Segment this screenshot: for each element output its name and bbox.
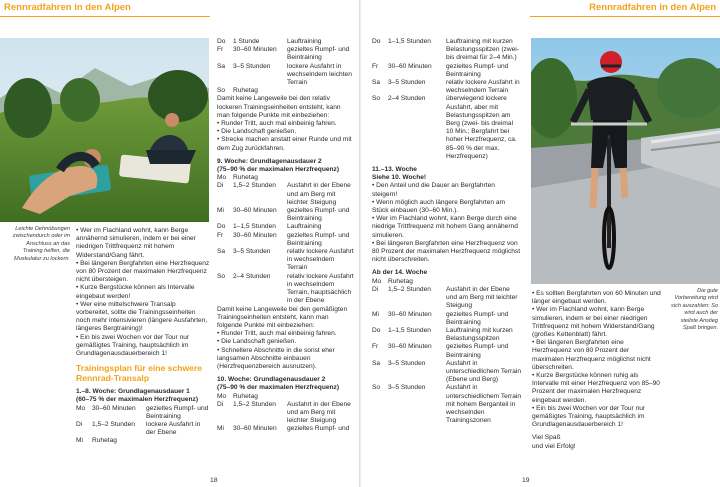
right-col-2 — [532, 290, 662, 451]
week-title: 1.–8. Woche: Grundlagenausdauer 1 — [76, 388, 190, 396]
week-subtitle: (60–75 % der maximalen Herzfrequenz) — [76, 396, 199, 404]
time: 30–60 Minuten — [388, 62, 432, 70]
time: Ruhetag — [233, 392, 258, 400]
desc: Ausfahrt in der Ebene und am Berg mit leichter Steigung — [446, 285, 518, 310]
photo-caption-left: Leichte Dehnübungen zwischendurch oder im Anschluss an das Training helfen, die Muskulatur zu lockern. — [12, 226, 70, 262]
right-page — [360, 0, 720, 487]
bullet: • Wer im Flachland wohnt, kann Berge annähernd simulieren, indem er bei einer niedrigen Trittfrequenz mit hohem Widerstand/Gang fährt. — [76, 227, 196, 259]
header-rule — [530, 16, 720, 17]
time: 2–4 Stunden — [388, 95, 426, 103]
desc: Ausfahrt in unterschiedlichem Terrain (Ebene und Berg) — [446, 359, 522, 384]
desc — [146, 437, 210, 445]
day: Do — [217, 38, 226, 45]
desc: Ausfahrt in der Ebene und am Berg mit leichter Steigung — [287, 182, 351, 206]
bullet: • Bei längeren Bergfahrten eine Herzfrequenz von 80 Prozent der maximalen Herzfrequenz möglichst nicht überschreiten. — [532, 339, 651, 371]
day: Di — [217, 182, 224, 190]
bullet: • Die Landschaft genießen. — [217, 128, 297, 136]
plan-heading: Trainingsplan für eine schwere Rennrad-Transalp — [76, 363, 203, 384]
time: 1,5–2 Stunden — [233, 400, 276, 408]
bullet: • Kurze Bergstücke können ruhig als Intervalle mit einer Herzfrequenz von 85–90 Prozent der maximalen Herzfrequenz eingebaut werden. — [532, 372, 660, 404]
time: 1–1,5 Stunden — [388, 326, 431, 334]
left-col-1 — [76, 227, 210, 446]
desc — [287, 393, 355, 401]
bullet: • Wer im Flachland wohnt, kann Berge simulieren, indem er bei einer niedrigen Trittfrequenz mit hohem Widerstand/Gang (großes Kettenblatt) fährt. — [532, 306, 655, 339]
bullet: • Wenn möglich auch längere Bergfahrten am Stück einbauen (30–60 Min.). — [372, 198, 506, 215]
week-subtitle: Siehe 10. Woche! — [372, 174, 427, 182]
running-head-right: Rennradfahren in den Alpen — [589, 2, 716, 13]
bullet: • Wer im Flachland wohnt, kann Berge durch eine niedrige Trittfrequenz mit hohem Gang annähernd simulieren. — [372, 215, 518, 239]
day: Di — [76, 421, 83, 429]
time: 3–5 Stunden — [233, 62, 271, 70]
paragraph: Damit keine Langeweile bei den relativ lockeren Trainingseinheiten entsteht, kann man folgende Punkte mit einbeziehen: — [217, 95, 341, 119]
day: So — [217, 272, 226, 280]
bullet: • Schnellere Abschnitte in die sonst eher langsamen Abschnitte einbauen (Herzfrequenzbereich ausnutzen). — [217, 346, 335, 370]
time: 3–5 Stunden — [388, 79, 426, 87]
week-subtitle: (75–90 % der maximalen Herzfrequenz) — [217, 166, 340, 174]
desc: gezieltes Rumpf- und Beintraining — [146, 404, 209, 420]
day: Mo — [217, 174, 227, 182]
bullet: • Die Landschaft genießen. — [217, 338, 297, 346]
closing-line: und viel Erfolg! — [532, 442, 576, 450]
day: Mo — [372, 277, 382, 285]
time: Ruhetag — [92, 437, 117, 445]
time: 1–1,5 Stunden — [388, 38, 431, 45]
time: 2–4 Stunden — [233, 272, 271, 280]
day: Fr — [217, 46, 224, 54]
bullet: • Ein bis zwei Wochen vor der Tour nur gemäßigtes Training, hauptsächlich im Grundlagenausdauerbereich 1! — [532, 404, 646, 429]
week-title: 10. Woche: Grundlagenausdauer 2 — [217, 376, 326, 384]
day: So — [372, 95, 381, 103]
bullet: • Es sollten Bergfahrten von 60 Minuten und länger eingebaut werden. — [532, 290, 661, 306]
day: Mo — [217, 392, 227, 400]
day: Sa — [217, 248, 226, 256]
bullet: • Kurze Bergstücke können als Intervalle eingebaut werden! — [76, 284, 195, 300]
day: Di — [372, 285, 379, 293]
desc: überwiegend lockere Ausfahrt, aber mit Belastungsspitzen am Berg (zwei- bis dreimal 10 Min.; Bergfahrt bei hoher Herzfrequenz, ca. 85–90 % der max. Herzfrequenz) — [446, 95, 517, 160]
schedule-table — [76, 405, 210, 446]
bullet: • Bei längeren Bergfahrten eine Herzfrequenz von 80 Prozent der maximalen Herzfrequenz möglichst nicht überschreiten. — [372, 239, 521, 264]
bullet: • Ein bis zwei Wochen vor der Tour nur gemäßigtes Training, hauptsächlich im Grundlagenausdauerbereich 1! — [76, 333, 190, 358]
cyclist-illustration — [531, 38, 720, 284]
time: 30–60 Minuten — [92, 404, 136, 412]
time: 3–5 Stunden — [388, 359, 426, 367]
day: Sa — [372, 79, 381, 87]
day: Di — [217, 400, 224, 408]
desc: Lauftraining — [287, 223, 322, 231]
schedule-table — [217, 38, 355, 95]
desc: gezieltes Rumpf- und Beintraining — [287, 207, 350, 223]
day: Mi — [76, 437, 83, 445]
photo-caption-right: Die gute Vorbereitung wird sich auszahlen: So wird auch der steilste Anstieg Spaß bringen. — [671, 288, 718, 332]
time: 1,5–2 Stunden — [233, 182, 276, 190]
time: 30–60 Minuten — [233, 207, 277, 215]
desc — [287, 87, 355, 95]
desc — [287, 174, 355, 182]
day: Mi — [217, 425, 224, 433]
stretching-photo — [0, 38, 209, 222]
day: Do — [372, 38, 381, 45]
day: So — [372, 384, 381, 392]
week-title: 9. Woche: Grundlagenausdauer 2 — [217, 157, 322, 165]
desc: lockere Ausfahrt in wechselndem leichten Terrain — [287, 62, 352, 87]
desc: gezieltes Rumpf- und Beintraining — [287, 46, 350, 62]
day: Do — [217, 223, 226, 231]
bullet: • Wer eine mittelschwere Transalp vorbereitet, sollte die Trainingsseinheiten noch mehr intensivieren (längere Ausfahrten, längeres Bergtraining)! — [76, 300, 208, 333]
time: 30–60 Minuten — [388, 343, 432, 351]
bullet: • Den Anteil und die Dauer an Bergfahrten steigern! — [372, 182, 495, 198]
day: Do — [372, 326, 381, 334]
desc: gezieltes Rumpf- und Beintraining — [446, 343, 509, 359]
desc: Lauftraining mit kurzen Belastungsspitzen (zwei- bis dreimal für 2–4 Min.) — [446, 38, 519, 62]
time: Ruhetag — [388, 277, 413, 285]
day: Mi — [372, 310, 379, 318]
time: Ruhetag — [233, 87, 258, 95]
desc: relativ lockere Ausfahrt in wechselndem Terrain, hauptsächlich in der Ebene — [287, 272, 354, 305]
bullet: • Runder Tritt, auch mal einbeinig fahren. — [217, 120, 337, 128]
paragraph: Damit keine Langeweile bei den gemäßigten Trainingseinheiten entsteht, kann man folgende Punkte mit einbeziehen: — [217, 305, 348, 329]
bullet: • Bei längeren Bergfahrten eine Herzfrequenz von 80 Prozent der maximalen Herzfrequenz nicht übersteigen. — [76, 259, 210, 284]
closing-line: Viel Spaß — [532, 434, 561, 442]
stretching-illustration — [0, 38, 209, 222]
page-number-right: 19 — [522, 477, 530, 484]
schedule-table — [372, 278, 522, 426]
time: 30–60 Minuten — [233, 231, 277, 239]
right-col-1 — [372, 38, 522, 425]
desc: gezieltes Rumpf- und Beintraining — [446, 62, 509, 78]
time: 30–60 Minuten — [233, 46, 277, 54]
time: 3–5 Stunden — [233, 248, 271, 256]
desc: gezieltes Rumpf- und Beintraining — [446, 310, 509, 326]
desc: gezieltes Rumpf- und — [287, 425, 350, 433]
desc: relativ lockere Ausfahrt in wechselndem Terrain — [287, 248, 354, 272]
left-col-2 — [217, 38, 355, 434]
week-subtitle: (75–90 % der maximalen Herzfrequenz) — [217, 384, 340, 392]
day: Sa — [372, 359, 381, 367]
schedule-table — [217, 174, 355, 305]
day: Sa — [217, 62, 226, 70]
page-number-left: 18 — [210, 477, 218, 484]
week-title: 11.–13. Woche — [372, 166, 417, 174]
day: Fr — [372, 62, 379, 70]
time: 1,5–2 Stunden — [92, 421, 135, 429]
schedule-table — [372, 38, 522, 161]
week-title: Ab der 14. Woche — [372, 269, 428, 277]
day: So — [217, 87, 226, 95]
schedule-table — [217, 393, 355, 434]
desc: Ausfahrt in der Ebene und am Berg mit leichter Steigung — [287, 400, 351, 425]
bullet: • Strecke machen anstatt einer Runde und mit dem Zug zurückfahren. — [217, 136, 352, 152]
bullet: • Runder Tritt, auch mal einbeinig fahren. — [217, 330, 337, 338]
time: 1–1,5 Stunden — [233, 223, 276, 231]
header-rule — [0, 16, 210, 17]
day: Fr — [372, 343, 379, 351]
desc: relativ lockere Ausfahrt in wechselndem Terrain — [446, 79, 520, 95]
running-head-left: Rennradfahren in den Alpen — [4, 2, 131, 13]
time: 3–5 Stunden — [388, 384, 426, 392]
desc: Lauftraining — [287, 38, 322, 45]
day: Fr — [217, 231, 224, 239]
cyclist-photo — [531, 38, 720, 284]
day: Mi — [217, 207, 224, 215]
time: 1 Stunde — [233, 38, 260, 45]
desc: Lauftraining mit kurzen Belastungsspitzen — [446, 326, 513, 343]
desc: Ausfahrt in unterschiedlichem Terrain mit hohem Berganteil in wechselnden Trainingszonen — [446, 384, 522, 425]
time: 30–60 Minuten — [388, 310, 432, 318]
desc — [446, 278, 522, 286]
desc: lockere Ausfahrt in der Ebene — [146, 421, 201, 437]
time: 30–60 Minuten — [233, 425, 277, 433]
time: Ruhetag — [233, 174, 258, 182]
time: 1,5–2 Stunden — [388, 285, 431, 293]
desc: gezieltes Rumpf- und Beintraining — [287, 231, 350, 247]
day: Mo — [76, 404, 86, 412]
